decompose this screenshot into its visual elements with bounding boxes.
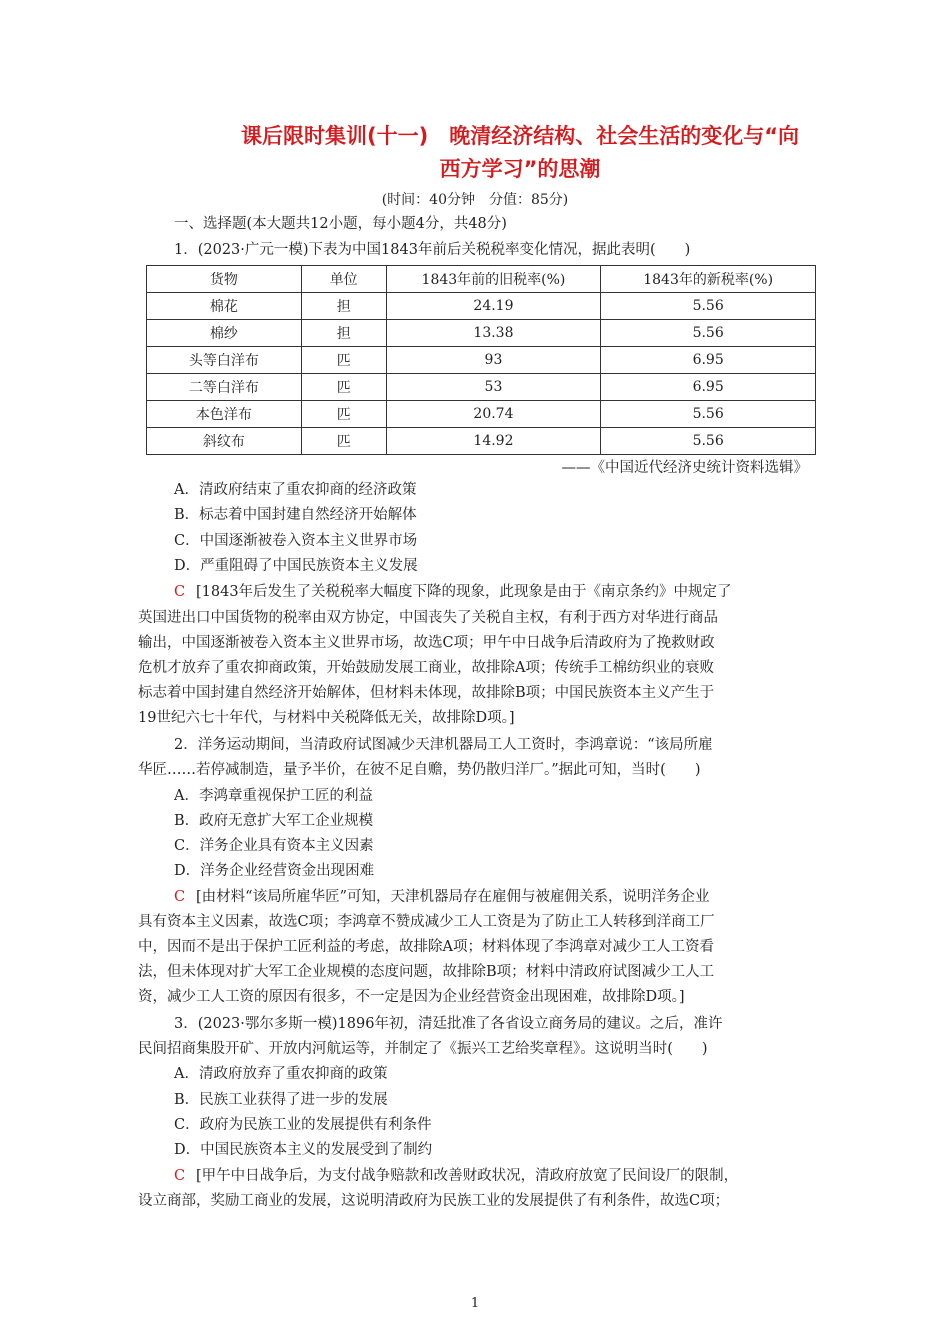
- time-score-info: (时间：40分钟 分值：85分): [381, 192, 569, 208]
- table-cell: 20.74: [386, 401, 601, 428]
- table-cell: 匹: [301, 374, 386, 401]
- table-header-cell: 货物: [147, 266, 302, 293]
- q1-option-a: A．清政府结束了重农抑商的经济政策: [174, 482, 417, 498]
- table-cell: 斜纹布: [147, 428, 302, 455]
- q2-option-a: A．李鸿章重视保护工匠的利益: [174, 788, 373, 804]
- q2-answer: C: [174, 889, 186, 905]
- table-row: [147, 320, 816, 347]
- table-cell: 棉纱: [147, 320, 302, 347]
- table-cell: 棉花: [147, 293, 302, 320]
- q2-explanation-line: 具有资本主义因素，故选C项；李鸿章不赞成减少工人工资是为了防止工人转移到洋商工厂: [138, 914, 715, 930]
- table-cell: 24.19: [386, 293, 601, 320]
- q2-stem-line: 华匠……若停减制造，量予半价，在彼不足自赡，势仍散归洋厂。”据此可知，当时( ): [138, 762, 701, 778]
- q3-explanation-line: [甲午中日战争后，为支付战争赔款和改善财政状况，清政府放宽了民间设厂的限制，: [196, 1168, 739, 1184]
- table-cell: 本色洋布: [147, 401, 302, 428]
- table-cell: 5.56: [601, 428, 816, 455]
- table-cell: 匹: [301, 428, 386, 455]
- q1-explanation-line: 输出，中国逐渐被卷入资本主义世界市场，故选C项；甲午中日战争后清政府为了挽救财政: [138, 635, 715, 651]
- q2-option-b: B．政府无意扩大军工企业规模: [174, 813, 374, 829]
- table-cell: 93: [386, 347, 601, 374]
- table-row: [147, 428, 816, 455]
- q1-explanation-line: 标志着中国封建自然经济开始解体，但材料未体现，故排除B项；中国民族资本主义产生于: [138, 685, 715, 701]
- q1-answer: C: [174, 584, 186, 600]
- q1-stem: 1．(2023·广元一模)下表为中国1843年前后关税税率变化情况，据此表明( ): [174, 242, 691, 258]
- q1-explanation-line: 英国进出口中国货物的税率由双方协定，中国丧失了关税自主权，有利于西方对华进行商品: [138, 610, 718, 626]
- table-row: [147, 374, 816, 401]
- table-cell: 6.95: [601, 374, 816, 401]
- table-cell: 6.95: [601, 347, 816, 374]
- table-header-cell: 单位: [301, 266, 386, 293]
- q3-option-d: D．中国民族资本主义的发展受到了制约: [174, 1142, 433, 1158]
- table-header-row: [147, 266, 816, 293]
- table-cell: 二等白洋布: [147, 374, 302, 401]
- table-cell: 匹: [301, 401, 386, 428]
- table-cell: 匹: [301, 347, 386, 374]
- table-row: [147, 401, 816, 428]
- q3-explanation-line: 设立商部，奖励工商业的发展，这说明清政府为民族工业的发展提供了有利条件，故选C项；: [138, 1193, 730, 1209]
- section-heading: 一、选择题(本大题共12小题，每小题4分，共48分): [174, 216, 507, 232]
- table-cell: 5.56: [601, 293, 816, 320]
- q1-explanation-line: 危机才放弃了重农抑商政策，开始鼓励发展工商业，故排除A项；传统手工棉纺织业的衰败: [138, 660, 714, 676]
- q1-explanation-line: [1843年后发生了关税税率大幅度下降的现象，此现象是由于《南京条约》中规定了: [196, 584, 732, 600]
- q2-explanation-line: 法，但未体现对扩大军工企业规模的态度问题，故排除B项；材料中清政府试图减少工人工: [138, 964, 715, 980]
- q2-explanation-line: 资，减少工人工资的原因有很多，不一定是因为企业经营资金出现困难，故排除D项。]: [138, 989, 685, 1005]
- page-title-line-1: 课后限时集训(十一) 晚清经济结构、社会生活的变化与“向: [241, 124, 799, 148]
- q2-explanation-line: [由材料“该局所雇华匠”可知，天津机器局存在雇佣与被雇佣关系，说明洋务企业: [196, 889, 710, 905]
- q3-answer: C: [174, 1168, 186, 1184]
- q3-option-a: A．清政府放弃了重农抑商的政策: [174, 1066, 388, 1082]
- q1-explanation-line: 19世纪六七十年代，与材料中关税降低无关，故排除D项。]: [138, 710, 515, 726]
- q3-stem-line: 3．(2023·鄂尔多斯一模)1896年初，清廷批准了各省设立商务局的建议。之后，准许: [174, 1016, 723, 1032]
- table-cell: 5.56: [601, 401, 816, 428]
- q2-option-c: C．洋务企业具有资本主义因素: [174, 838, 374, 854]
- q3-option-b: B．民族工业获得了进一步的发展: [174, 1092, 388, 1108]
- q3-option-c: C．政府为民族工业的发展提供有利条件: [174, 1117, 432, 1133]
- q2-stem-line: 2．洋务运动期间，当清政府试图减少天津机器局工人工资时，李鸿章说：“该局所雇: [174, 737, 713, 753]
- q1-option-c: C．中国逐渐被卷入资本主义世界市场: [174, 533, 418, 549]
- page-number: 1: [470, 1296, 480, 1311]
- table-row: [147, 347, 816, 374]
- table-cell: 13.38: [386, 320, 601, 347]
- table-cell: 担: [301, 293, 386, 320]
- table-cell: 14.92: [386, 428, 601, 455]
- table-header-cell: 1843年前的旧税率(%): [386, 266, 601, 293]
- q2-option-d: D．洋务企业经营资金出现困难: [174, 863, 375, 879]
- q2-explanation-line: 中，因而不是出于保护工匠利益的考虑，故排除A项；材料体现了李鸿章对减少工人工资看: [138, 939, 714, 955]
- table-header-cell: 1843年的新税率(%): [601, 266, 816, 293]
- tariff-table: [146, 265, 816, 455]
- q1-option-b: B．标志着中国封建自然经济开始解体: [174, 507, 417, 523]
- table-cell: 5.56: [601, 320, 816, 347]
- q1-option-d: D．严重阻碍了中国民族资本主义发展: [174, 558, 418, 574]
- q3-stem-line: 民间招商集股开矿、开放内河航运等，并制定了《振兴工艺给奖章程》。这说明当时( ): [138, 1041, 708, 1057]
- table-row: [147, 293, 816, 320]
- table-source: ——《中国近代经济史统计资料选辑》: [561, 460, 808, 476]
- table-cell: 担: [301, 320, 386, 347]
- page-title-line-2: 西方学习”的思潮: [439, 157, 601, 181]
- table-cell: 53: [386, 374, 601, 401]
- table-cell: 头等白洋布: [147, 347, 302, 374]
